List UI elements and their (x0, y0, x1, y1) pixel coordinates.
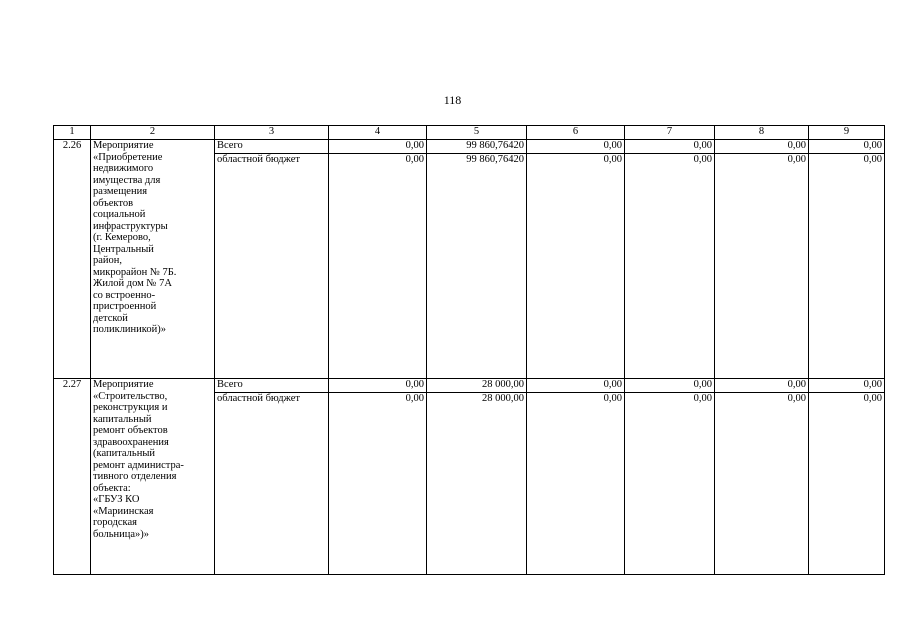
value-cell: 0,00 (625, 154, 715, 379)
funding-source: областной бюджет (215, 393, 329, 575)
value-cell: 0,00 (329, 140, 427, 154)
value-cell: 0,00 (625, 140, 715, 154)
value-cell: 0,00 (715, 154, 809, 379)
activity-name-line: район, (93, 255, 123, 266)
column-header: 4 (329, 126, 427, 140)
activity-name-line: реконструкция и (93, 402, 168, 413)
activity-name-line: тивного отделения (93, 471, 177, 482)
column-header: 2 (91, 126, 215, 140)
activity-name-line: ремонт объектов (93, 425, 168, 436)
header-row (54, 126, 885, 140)
column-header: 6 (527, 126, 625, 140)
column-header: 9 (809, 126, 885, 140)
value-cell: 0,00 (625, 379, 715, 393)
value-cell: 0,00 (809, 140, 885, 154)
activity-name-line: больница»)» (93, 528, 149, 540)
value-cell: 0,00 (809, 379, 885, 393)
value-cell: 0,00 (715, 379, 809, 393)
activity-name-line: «ГБУЗ КО (93, 494, 140, 505)
value-cell: 0,00 (329, 379, 427, 393)
value-cell: 28 000,00 (427, 379, 527, 393)
value-cell: 0,00 (527, 140, 625, 154)
activity-name-line: капитальный (93, 413, 152, 425)
value-cell: 0,00 (715, 393, 809, 575)
activity-name-line: микрорайон № 7Б. (93, 266, 177, 278)
value-cell: 28 000,00 (427, 393, 527, 575)
column-header: 1 (54, 126, 91, 140)
activity-name-line: объекта: (93, 482, 131, 494)
value-cell: 99 860,76420 (427, 154, 527, 379)
page-number: 118 (443, 93, 462, 107)
value-cell: 0,00 (527, 379, 625, 393)
row-code: 2.27 (54, 379, 91, 575)
activity-name-line: социальной (93, 209, 146, 220)
activity-name-line: «Приобретение (93, 151, 163, 163)
value-cell: 0,00 (625, 393, 715, 575)
activity-name-line: объектов (93, 197, 134, 209)
activity-name-line: Мероприятие (93, 379, 154, 390)
activity-name-line: «Мариинская (93, 505, 154, 517)
table-row (54, 379, 885, 393)
activity-name-line: «Строительство, (93, 390, 168, 402)
column-header: 5 (427, 126, 527, 140)
value-cell: 0,00 (809, 154, 885, 379)
activity-name (91, 140, 215, 379)
activity-name-line: размещения (93, 186, 148, 197)
activity-name-line: имущества для (93, 174, 161, 186)
activity-name-line: Мероприятие (93, 140, 154, 151)
value-cell: 0,00 (527, 393, 625, 575)
value-cell: 0,00 (329, 393, 427, 575)
activity-name-line: со встроенно- (93, 289, 156, 301)
value-cell: 0,00 (715, 140, 809, 154)
activity-name-line: ремонт администра- (93, 459, 184, 471)
column-header: 8 (715, 126, 809, 140)
activity-name-line: Жилой дом № 7А (93, 278, 172, 289)
funding-source: Всего (215, 140, 329, 154)
funding-source: областной бюджет (215, 154, 329, 379)
activity-name-line: здравоохранения (93, 436, 169, 448)
value-cell: 0,00 (329, 154, 427, 379)
activity-name-line: недвижимого (93, 163, 154, 174)
activity-name-line: (г. Кемерово, (93, 232, 151, 243)
row-code: 2.26 (54, 140, 91, 379)
activity-name-line: Центральный (93, 243, 154, 255)
activity-name (91, 379, 215, 575)
activity-name-line: поликлиникой)» (93, 324, 166, 335)
value-cell: 99 860,76420 (427, 140, 527, 154)
table-row (54, 140, 885, 154)
column-header: 3 (215, 126, 329, 140)
activity-name-line: детской (93, 312, 128, 324)
value-cell: 0,00 (527, 154, 625, 379)
funding-source: Всего (215, 379, 329, 393)
activity-name-line: инфраструктуры (93, 220, 168, 232)
value-cell: 0,00 (809, 393, 885, 575)
activity-name-line: (капитальный (93, 448, 155, 459)
activity-name-line: городская (93, 517, 137, 528)
column-header: 7 (625, 126, 715, 140)
budget-table (53, 125, 885, 575)
activity-name-line: пристроенной (93, 301, 157, 312)
